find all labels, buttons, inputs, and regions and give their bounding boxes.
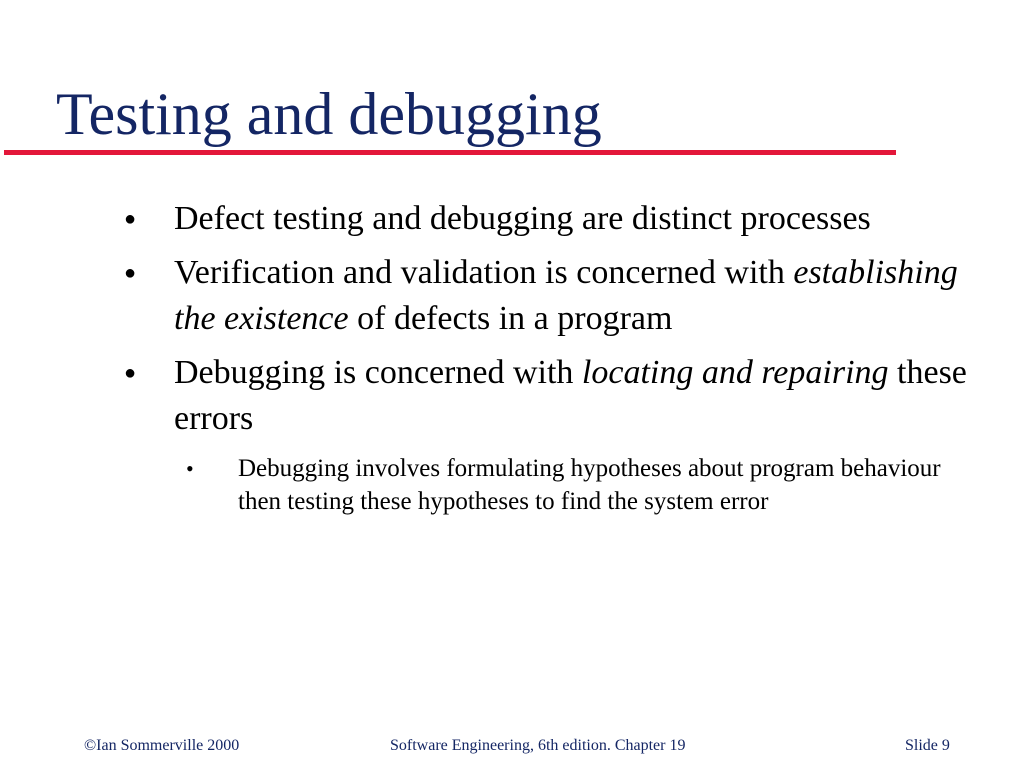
sub-bullet-item: [0, 452, 978, 518]
bullet-text-part: Debugging is concerned with: [174, 354, 582, 391]
bullet-text-part: these errors: [174, 354, 967, 437]
footer-slide-number: Slide 9: [905, 737, 950, 754]
sub-bullet-text: Debugging involves formulating hypotheses about program behaviour then testing these hypotheses to find the system error: [238, 455, 941, 515]
bullet-item: [0, 350, 974, 442]
bullet-text-emphasis: establishing the existence: [174, 254, 958, 337]
bullet-marker: ●: [124, 262, 137, 284]
footer-book-title: Software Engineering, 6th edition. Chapter 19: [390, 737, 686, 754]
bullet-text-part: Verification and validation is concerned with: [174, 254, 794, 291]
bullet-marker: ●: [124, 208, 137, 230]
bullet-text-part: of defects in a program: [348, 300, 673, 337]
bullet-item: [0, 250, 974, 342]
bullet-item: [0, 196, 974, 242]
sub-bullet-marker: •: [186, 456, 194, 481]
bullet-text-emphasis: locating and repairing: [581, 354, 889, 391]
bullet-marker: ●: [124, 362, 137, 384]
title-underline-rule: [4, 150, 896, 155]
slide-title: Testing and debugging: [56, 81, 602, 147]
bullet-text: [174, 254, 958, 337]
footer-copyright: ©Ian Sommerville 2000: [84, 737, 240, 754]
bullet-text: [174, 354, 967, 437]
bullet-list: [0, 196, 1024, 518]
bullet-text: Defect testing and debugging are distinct processes: [174, 200, 871, 237]
